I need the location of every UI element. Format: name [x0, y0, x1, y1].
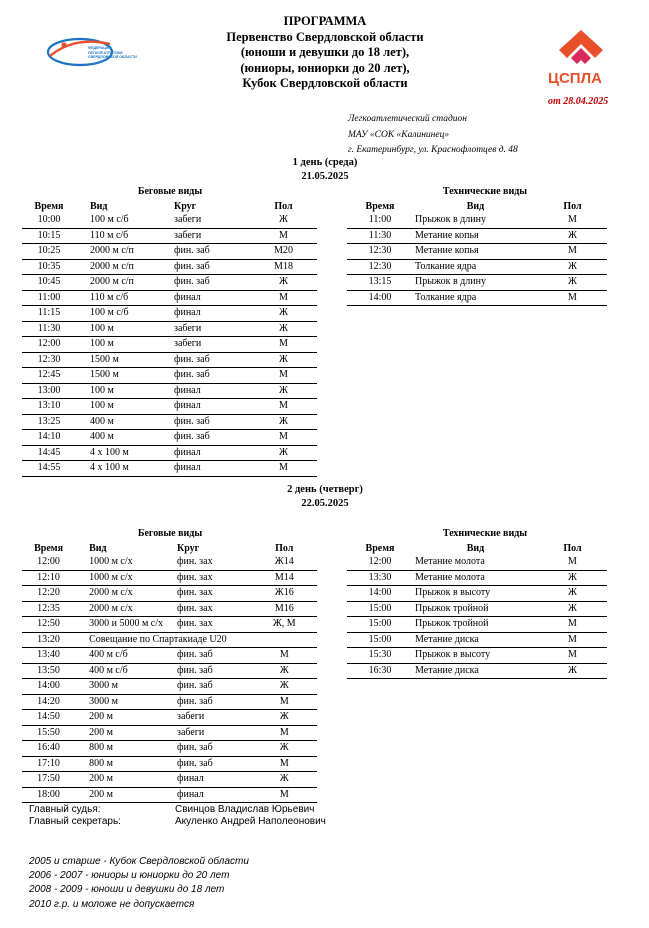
cell-event: 400 м [76, 430, 160, 446]
logo-text-line: ФЕДЕРАЦИЯ [88, 46, 111, 50]
day1-technical-table [347, 201, 607, 306]
cell-round: фин. заб [163, 756, 252, 772]
table-row [22, 756, 317, 772]
col-time: Время [34, 201, 64, 212]
cell-time: 12:10 [22, 570, 75, 586]
cell-sex: М [252, 694, 317, 710]
cell-time: 13:10 [22, 399, 76, 415]
cell-event: Метание молота [413, 555, 538, 570]
day2-running-title: Беговые виды [137, 528, 203, 539]
cell-event: Метание молота [413, 570, 538, 586]
cell-sex: Ж [252, 741, 317, 757]
table-row [22, 321, 317, 337]
cell-event: 2000 м с/х [75, 601, 163, 617]
cell-event: 1000 м с/х [75, 555, 163, 570]
col-event: Вид [466, 201, 485, 212]
day-title: 2 день (четверг) [287, 484, 363, 495]
official-name: Акуленко Андрей Наполеонович [175, 816, 326, 827]
logo-text-line: СВЕРДЛОВСКОЙ ОБЛАСТИ [88, 55, 137, 60]
col-time: Время [365, 201, 395, 212]
table-row [22, 694, 317, 710]
cell-sex: М [538, 632, 607, 648]
cell-time: 10:15 [22, 228, 76, 244]
title-line: ПРОГРАММА [283, 14, 367, 28]
cell-round: забеги [160, 337, 250, 353]
official-role: Главный секретарь: [29, 816, 121, 827]
cell-sex: Ж [538, 663, 607, 679]
cell-time: 11:15 [22, 306, 76, 322]
cell-time: 13:25 [22, 414, 76, 430]
cell-time: 16:30 [347, 663, 413, 679]
cell-time: 17:50 [22, 772, 75, 788]
table-row [347, 290, 607, 306]
cell-sex: М [538, 213, 607, 228]
col-round: Круг [177, 543, 200, 554]
table-row [347, 555, 607, 570]
cell-round: фин. заб [163, 694, 252, 710]
cell-time: 15:50 [22, 725, 75, 741]
cell-time: 12:30 [347, 244, 413, 260]
cell-sex: Ж [538, 586, 607, 602]
cell-round: финал [160, 383, 250, 399]
venue-line: МАУ «СОК «Калининец» [348, 129, 450, 140]
day2-running-table [22, 543, 317, 803]
cell-event: Метание копья [413, 244, 538, 260]
cell-event: 200 м [75, 725, 163, 741]
cell-event: 110 м с/б [76, 228, 160, 244]
cell-sex: Ж [250, 306, 317, 322]
cell-event: 200 м [75, 772, 163, 788]
table-row [22, 275, 317, 291]
day2-heading [200, 483, 450, 511]
cell-sex: М [252, 725, 317, 741]
cell-round: фин. заб [160, 259, 250, 275]
table-row [22, 228, 317, 244]
cell-time: 12:30 [347, 259, 413, 275]
cell-time: 14:45 [22, 445, 76, 461]
cell-event: 100 м [76, 383, 160, 399]
day1-heading [200, 156, 450, 184]
cell-event: 1500 м [76, 368, 160, 384]
cell-event: Толкание ядра [413, 290, 538, 306]
cell-event: Прыжок тройной [413, 601, 538, 617]
cell-time: 12:50 [22, 617, 75, 633]
federation-logo [44, 32, 156, 72]
cell-sex: М14 [252, 570, 317, 586]
logo-text-line: ЛЕГКОЙ АТЛЕТИКИ [88, 50, 123, 55]
venue-line: Легкоатлетический стадион [348, 114, 468, 124]
cell-time: 16:40 [22, 741, 75, 757]
document-date: от 28.04.2025 [548, 96, 609, 107]
cell-event: 2000 м с/х [75, 586, 163, 602]
cell-event: 800 м [75, 741, 163, 757]
table-row [22, 461, 317, 477]
table-row [22, 555, 317, 570]
table-row [22, 290, 317, 306]
official-role: Главный судья: [29, 804, 101, 815]
table-row [347, 570, 607, 586]
day1-running-table [22, 201, 317, 477]
table-row [347, 617, 607, 633]
cell-round: забеги [163, 725, 252, 741]
cell-event: Метание диска [413, 663, 538, 679]
cell-time: 10:00 [22, 213, 76, 228]
cell-sex: М [250, 430, 317, 446]
cell-sex: Ж [250, 275, 317, 291]
day-date: 22.05.2025 [301, 498, 349, 509]
cell-time: 14:50 [22, 710, 75, 726]
cell-time: 17:10 [22, 756, 75, 772]
cell-sex: М [250, 368, 317, 384]
table-row [347, 213, 607, 228]
day2-technical-table [347, 543, 607, 679]
table-row [22, 710, 317, 726]
cell-event: 3000 и 5000 м с/х [75, 617, 163, 633]
cell-time: 12:00 [347, 555, 413, 570]
col-round: Круг [174, 201, 197, 212]
cell-time: 15:30 [347, 648, 413, 664]
col-event: Вид [466, 543, 485, 554]
cell-time: 10:35 [22, 259, 76, 275]
table-row [22, 259, 317, 275]
table-row [347, 244, 607, 260]
cell-round: фин. зах [163, 601, 252, 617]
cell-sex: М [538, 290, 607, 306]
table-row [347, 663, 607, 679]
cell-time: 10:25 [22, 244, 76, 260]
table-row [22, 725, 317, 741]
cell-time: 11:00 [347, 213, 413, 228]
table-row [22, 306, 317, 322]
cell-time: 12:35 [22, 601, 75, 617]
cell-time: 13:20 [22, 632, 75, 648]
cspla-logo [545, 28, 615, 94]
cell-event: 2000 м с/п [76, 275, 160, 291]
cell-event: 1000 м с/х [75, 570, 163, 586]
cell-round: фин. зах [163, 617, 252, 633]
table-row [347, 648, 607, 664]
table-row [22, 679, 317, 695]
cell-event: 400 м [76, 414, 160, 430]
cell-sex: М20 [250, 244, 317, 260]
cell-time: 14:55 [22, 461, 76, 477]
cell-time: 14:10 [22, 430, 76, 446]
table-row [22, 741, 317, 757]
cell-time: 11:00 [22, 290, 76, 306]
cell-event: 400 м с/б [75, 648, 163, 664]
cell-round: фин. заб [163, 663, 252, 679]
cell-sex: Ж [252, 710, 317, 726]
cell-event: Метание копья [413, 228, 538, 244]
table-row [22, 337, 317, 353]
cell-event: Прыжок в высоту [413, 648, 538, 664]
note-line: 2005 и старше - Кубок Свердловской области [29, 856, 249, 867]
day1-running-body [22, 213, 317, 476]
cell-sex: М18 [250, 259, 317, 275]
cell-event: Прыжок в высоту [413, 586, 538, 602]
cell-round: фин. заб [160, 368, 250, 384]
cell-time: 13:40 [22, 648, 75, 664]
cell-sex: Ж [538, 275, 607, 291]
cell-round: финал [160, 445, 250, 461]
cell-event: 4 х 100 м [76, 461, 160, 477]
cell-event: 400 м с/б [75, 663, 163, 679]
cell-time: 10:45 [22, 275, 76, 291]
cell-sex: Ж [538, 570, 607, 586]
cell-round: фин. заб [160, 414, 250, 430]
cell-sex: Ж [250, 321, 317, 337]
cell-time: 12:20 [22, 586, 75, 602]
cell-sex: Ж16 [252, 586, 317, 602]
table-row [22, 663, 317, 679]
cell-round: фин. зах [163, 586, 252, 602]
table-row [22, 352, 317, 368]
cell-time: 14:20 [22, 694, 75, 710]
table-row [22, 399, 317, 415]
cell-round: фин. заб [160, 430, 250, 446]
table-row [22, 244, 317, 260]
official-row [29, 804, 326, 816]
cell-sex: М [538, 648, 607, 664]
cell-time: 12:30 [22, 352, 76, 368]
table-row [22, 368, 317, 384]
col-sex: Пол [274, 201, 293, 212]
day-title: 1 день (среда) [292, 157, 358, 168]
cell-round: забеги [160, 228, 250, 244]
day2-technical-title: Технические виды [442, 528, 528, 539]
cell-sex: М [250, 228, 317, 244]
cell-sex: Ж [250, 213, 317, 228]
cell-sex: Ж [250, 383, 317, 399]
col-sex: Пол [563, 201, 582, 212]
note-line: 2010 г.р. и моложе не допускается [29, 898, 195, 910]
cell-time: 11:30 [347, 228, 413, 244]
cell-sex: М [250, 290, 317, 306]
note-line: 2008 - 2009 - юноши и девушки до 18 лет [29, 884, 225, 896]
col-time: Время [365, 543, 395, 554]
table-row [347, 228, 607, 244]
cell-sex: М [252, 787, 317, 803]
cell-event: 100 м [76, 321, 160, 337]
cell-time: 14:00 [347, 586, 413, 602]
cell-time: 15:00 [347, 617, 413, 633]
cell-event: 100 м [76, 337, 160, 353]
table-row [22, 570, 317, 586]
cell-sex: Ж [250, 445, 317, 461]
title-line: (юноши и девушки до 18 лет), [240, 45, 410, 59]
cell-sex: Ж [538, 259, 607, 275]
cell-time: 13:00 [22, 383, 76, 399]
cell-round: фин. зах [163, 555, 252, 570]
table-row [347, 632, 607, 648]
cell-round: фин. заб [160, 275, 250, 291]
cell-round: фин. заб [160, 244, 250, 260]
cell-round: фин. заб [163, 741, 252, 757]
cell-round: финал [160, 290, 250, 306]
title-line: Кубок Свердловской области [242, 76, 408, 90]
cell-event: Прыжок в длину [413, 213, 538, 228]
col-time: Время [34, 543, 63, 554]
table-row [22, 617, 317, 633]
cell-round: фин. зах [163, 570, 252, 586]
table-row [347, 601, 607, 617]
cell-sex: Ж [252, 663, 317, 679]
table-row [347, 275, 607, 291]
cell-round: финал [163, 787, 252, 803]
cell-event: 1500 м [76, 352, 160, 368]
cell-round: фин. заб [160, 352, 250, 368]
age-notes [29, 855, 249, 912]
cell-event: 200 м [75, 787, 163, 803]
cell-sex: Ж [250, 352, 317, 368]
day1-running-title: Беговые виды [137, 186, 203, 197]
cell-round: финал [160, 399, 250, 415]
official-row [29, 816, 326, 828]
cell-event: 2000 м с/п [76, 244, 160, 260]
cell-event: 3000 м [75, 694, 163, 710]
cell-sex: Ж14 [252, 555, 317, 570]
cell-round: финал [160, 461, 250, 477]
day1-technical-body [347, 213, 607, 306]
cell-time: 13:30 [347, 570, 413, 586]
cell-sex: М [250, 461, 317, 477]
table-row [347, 586, 607, 602]
table-row [22, 632, 317, 648]
cell-sex: М [252, 648, 317, 664]
official-name: Свинцов Владислав Юрьевич [175, 804, 315, 815]
day2-technical-body [347, 555, 607, 679]
page-title [160, 14, 490, 92]
cell-event: 800 м [75, 756, 163, 772]
cell-time: 15:00 [347, 601, 413, 617]
cell-event: 100 м с/б [76, 306, 160, 322]
cell-event: Прыжок в длину [413, 275, 538, 291]
cell-sex: М [250, 399, 317, 415]
col-sex: Пол [563, 543, 582, 554]
cell-event: Метание диска [413, 632, 538, 648]
cell-sex: М [538, 244, 607, 260]
cell-round: фин. заб [163, 679, 252, 695]
col-sex: Пол [275, 543, 294, 554]
table-row [347, 259, 607, 275]
cell-sex: Ж [538, 601, 607, 617]
cell-time: 13:15 [347, 275, 413, 291]
table-row [22, 648, 317, 664]
col-event: Вид [89, 543, 107, 554]
title-line: Первенство Свердловской области [226, 29, 424, 44]
cell-round: забеги [160, 213, 250, 228]
cell-event: 3000 м [75, 679, 163, 695]
cell-round: фин. заб [163, 648, 252, 664]
col-event: Вид [90, 201, 108, 212]
cell-sex: М [250, 337, 317, 353]
cell-sex: М [252, 756, 317, 772]
cell-round: финал [160, 306, 250, 322]
cell-event: Совещание по Спартакиаде U20 [75, 632, 317, 648]
cell-time: 13:50 [22, 663, 75, 679]
note-line: 2006 - 2007 - юниоры и юниорки до 20 лет [29, 870, 230, 882]
cell-round: забеги [160, 321, 250, 337]
cell-sex: М [538, 617, 607, 633]
cell-sex: Ж [538, 228, 607, 244]
table-row [22, 601, 317, 617]
cell-event: Толкание ядра [413, 259, 538, 275]
cell-time: 12:00 [22, 337, 76, 353]
cell-sex: М16 [252, 601, 317, 617]
table-row [22, 213, 317, 228]
cell-event: 200 м [75, 710, 163, 726]
cell-time: 12:00 [22, 555, 75, 570]
cell-time: 18:00 [22, 787, 75, 803]
day2-running-body [22, 555, 317, 803]
title-line: (юниоры, юниорки до 20 лет), [240, 60, 410, 75]
venue-line: г. Екатеринбург, ул. Краснофлотцев д. 48 [348, 145, 518, 155]
venue-info [348, 112, 518, 159]
cell-sex: Ж [252, 772, 317, 788]
table-row [22, 787, 317, 803]
cell-event: 4 х 100 м [76, 445, 160, 461]
cell-sex: Ж [250, 414, 317, 430]
cell-sex: Ж [252, 679, 317, 695]
table-row [22, 414, 317, 430]
cell-event: 110 м с/б [76, 290, 160, 306]
day-date: 21.05.2025 [301, 171, 349, 182]
cell-sex: М [538, 555, 607, 570]
officials [29, 804, 326, 828]
cell-event: 100 м с/б [76, 213, 160, 228]
cell-time: 11:30 [22, 321, 76, 337]
table-row [22, 772, 317, 788]
cell-round: финал [163, 772, 252, 788]
cell-event: 100 м [76, 399, 160, 415]
logo-caption: ЦСПЛА [548, 70, 602, 87]
cell-time: 12:45 [22, 368, 76, 384]
cell-sex: Ж, М [252, 617, 317, 633]
cell-event: 2000 м с/п [76, 259, 160, 275]
table-row [22, 586, 317, 602]
day1-technical-title: Технические виды [442, 186, 528, 197]
cell-time: 14:00 [22, 679, 75, 695]
cell-event: Прыжок тройной [413, 617, 538, 633]
cell-round: забеги [163, 710, 252, 726]
table-row [22, 445, 317, 461]
cell-time: 15:00 [347, 632, 413, 648]
table-row [22, 383, 317, 399]
cell-time: 14:00 [347, 290, 413, 306]
table-row [22, 430, 317, 446]
